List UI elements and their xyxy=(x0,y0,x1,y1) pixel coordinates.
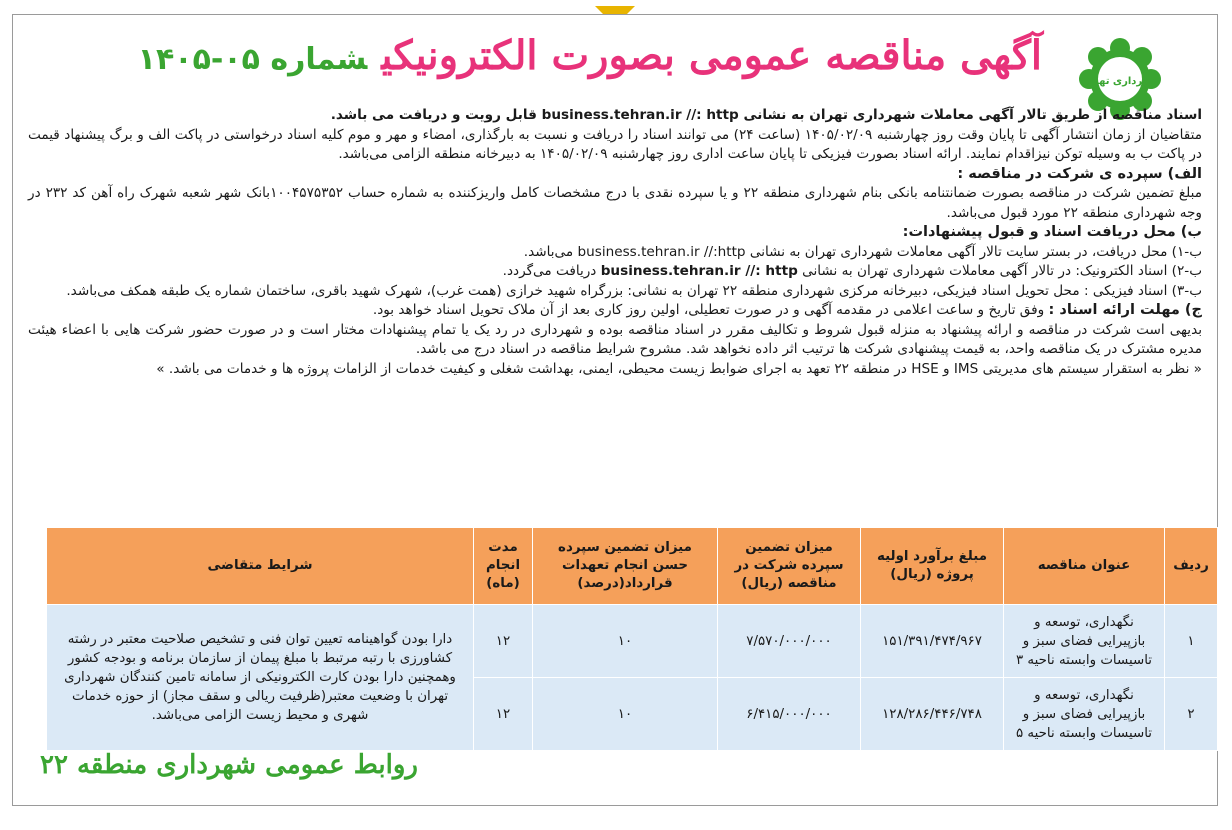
cell-row-number: ۲ xyxy=(1165,678,1218,751)
public-relations-footer: روابط عمومی شهرداری منطقه ۲۲ xyxy=(40,750,418,780)
intro-line: اسناد مناقصه از طریق تالار آگهی معاملات شهرداری تهران به نشانی business.tehran.ir //: http قابل رویت و دریافت می باشد. xyxy=(330,107,1202,123)
section-c-text: وفق تاریخ و ساعت اعلامی در مقدمه آگهی و در صورت تعطیلی، اولین روز کاری بعد از آن ملاک تحویل اسناد خواهد بود. xyxy=(372,302,1045,318)
announcement-body xyxy=(28,106,1202,379)
section-b3: ب-۳) اسناد فیزیکی : محل تحویل اسناد فیزیکی، دبیرخانه مرکزی شهرداری منطقه ۲۲ تهران به نشانی: بزرگراه شهید خرازی (همت غرب)، شهرک شهید باقری، ساختمان شماره یک طبقه همکف می‌باشد. xyxy=(66,282,1202,299)
header-row-number: ردیف xyxy=(1165,528,1218,605)
section-b-title: ب) محل دریافت اسناد و قبول پیشنهادات: xyxy=(902,224,1202,240)
header-tender-title: عنوان مناقصه xyxy=(1004,528,1165,605)
cell-duration: ۱۲ xyxy=(474,605,533,678)
header-duration: مدت انجام (ماه) xyxy=(474,528,533,605)
intro-paragraph: متقاضیان از زمان انتشار آگهی تا پایان وقت روز چهارشنبه ۱۴۰۵/۰۲/۰۹ (ساعت ۲۴) می توانند اسناد را دریافت و نسبت به بارگذاری، امضاء و مهر و موم کلیه اسناد درخواستی در پاکت الف و برگ پیشنهاد قیمت در پاکت ب به وسیله توکن نیزاقدام نمایند. ارائه اسناد بصورت فیزیکی تا پایان ساعت اداری روز چهارشنبه ۱۴۰۵/۰۲/۰۹ به دبیرخانه منطقه الزامی می‌باشد. xyxy=(28,126,1202,162)
cell-conditions: دارا بودن گواهینامه تعیین توان فنی و تشخیص صلاحیت معتبر در رشته کشاورزی با رتبه مرتبط با مبلغ پیمان از سازمان برنامه و بودجه کشور وهمچنین دارا بودن کارت الکترونیکی از سامانه تامین کنندگان شهرداری تهران با وضعیت معتبر(ظرفیت ریالی و سقف مجاز) از حوزه خدمات شهری و محیط زیست الزامی می‌باشد. xyxy=(47,605,474,751)
table-row xyxy=(47,605,1218,678)
header-conditions: شرایط متقاضی xyxy=(47,528,474,605)
cell-tender-title: نگهداری، توسعه و بازپیرایی فضای سبز و تاسیسات وابسته ناحیه ۵ xyxy=(1004,678,1165,751)
header-performance-guarantee: میزان تضمین سپرده حسن انجام تعهدات قرارداد(درصد) xyxy=(533,528,718,605)
cell-row-number: ۱ xyxy=(1165,605,1218,678)
section-b2-url: business.tehran.ir //: http xyxy=(600,263,798,279)
table-header-row xyxy=(47,528,1218,605)
cell-performance-guarantee: ۱۰ xyxy=(533,605,718,678)
cell-estimate: ۱۲۸/۲۸۶/۴۴۶/۷۴۸ xyxy=(861,678,1004,751)
header-estimate: مبلغ برآورد اولیه پروژه (ریال) xyxy=(861,528,1004,605)
header-deposit: میزان تضمین سپرده شرکت در مناقصه (ریال) xyxy=(718,528,861,605)
logo-text: شهرداری تهران xyxy=(1080,76,1160,87)
cell-duration: ۱۲ xyxy=(474,678,533,751)
hse-paragraph: « نظر به استقرار سیستم های مدیریتی IMS و HSE در منطقه ۲۲ تعهد به اجرای ضوابط زیست محیطی، ایمنی، بهداشت شغلی و کیفیت خدمات از الزامات پروژه ها و خدمات می باشد. » xyxy=(156,360,1202,377)
tender-table xyxy=(46,527,1218,751)
section-b2-prefix: ب-۲) اسناد الکترونیک: در تالار آگهی معاملات شهرداری تهران به نشانی xyxy=(802,263,1202,279)
cell-deposit: ۶/۴۱۵/۰۰۰/۰۰۰ xyxy=(718,678,861,751)
section-b2 xyxy=(28,262,1202,282)
section-a-title: الف) سپرده ی شرکت در مناقصه : xyxy=(957,165,1202,182)
announcement-number: شماره ۰۵-۱۴۰۵ xyxy=(137,42,368,77)
section-c xyxy=(28,301,1202,321)
title-text: آگهی مناقصه عمومی بصورت الکترونیکی xyxy=(381,32,1042,79)
section-b1: ب-۱) محل دریافت، در بستر سایت تالار آگهی معاملات شهرداری تهران به نشانی business.tehran.ir //:http می‌باشد. xyxy=(523,243,1202,260)
announcement-title xyxy=(138,32,1042,79)
section-b2-suffix: دریافت می‌گردد. xyxy=(502,263,597,279)
cell-performance-guarantee: ۱۰ xyxy=(533,678,718,751)
terms-paragraph: بدیهی است شرکت در مناقصه و ارائه پیشنهاد به منزله قبول شروط و تکالیف مقرر در اسناد مناقصه بوده و شهرداری در رد یک یا تمام پیشنهادات مختار است و در صورت حضور شرکت هایی با اعضاء هیئت مدیره مشترک در یک مناقصه واحد، به قیمت پیشنهادی شرکت ها ترتیب اثر داده نخواهد شد. مشروح شرایط مناقصه در اسناد درج می باشد. xyxy=(28,321,1202,357)
section-c-title: ج) مهلت ارائه اسناد : xyxy=(1048,302,1202,318)
cell-estimate: ۱۵۱/۳۹۱/۴۷۴/۹۶۷ xyxy=(861,605,1004,678)
section-a-text: مبلغ تضمین شرکت در مناقصه بصورت ضمانتنامه بانکی بنام شهرداری منطقه ۲۲ و یا سپرده نقدی با درج مشخصات کامل واریزکننده به شماره حساب ۱۰۰۴۵۷۵۳۵۲بانک شهر شعبه شهرک راه آهن کد ۲۳۲ در وجه شهرداری منطقه ۲۲ مورد قبول می‌باشد. xyxy=(28,185,1202,221)
cell-tender-title: نگهداری، توسعه و بازپیرایی فضای سبز و تاسیسات وابسته ناحیه ۳ xyxy=(1004,605,1165,678)
cell-deposit: ۷/۵۷۰/۰۰۰/۰۰۰ xyxy=(718,605,861,678)
